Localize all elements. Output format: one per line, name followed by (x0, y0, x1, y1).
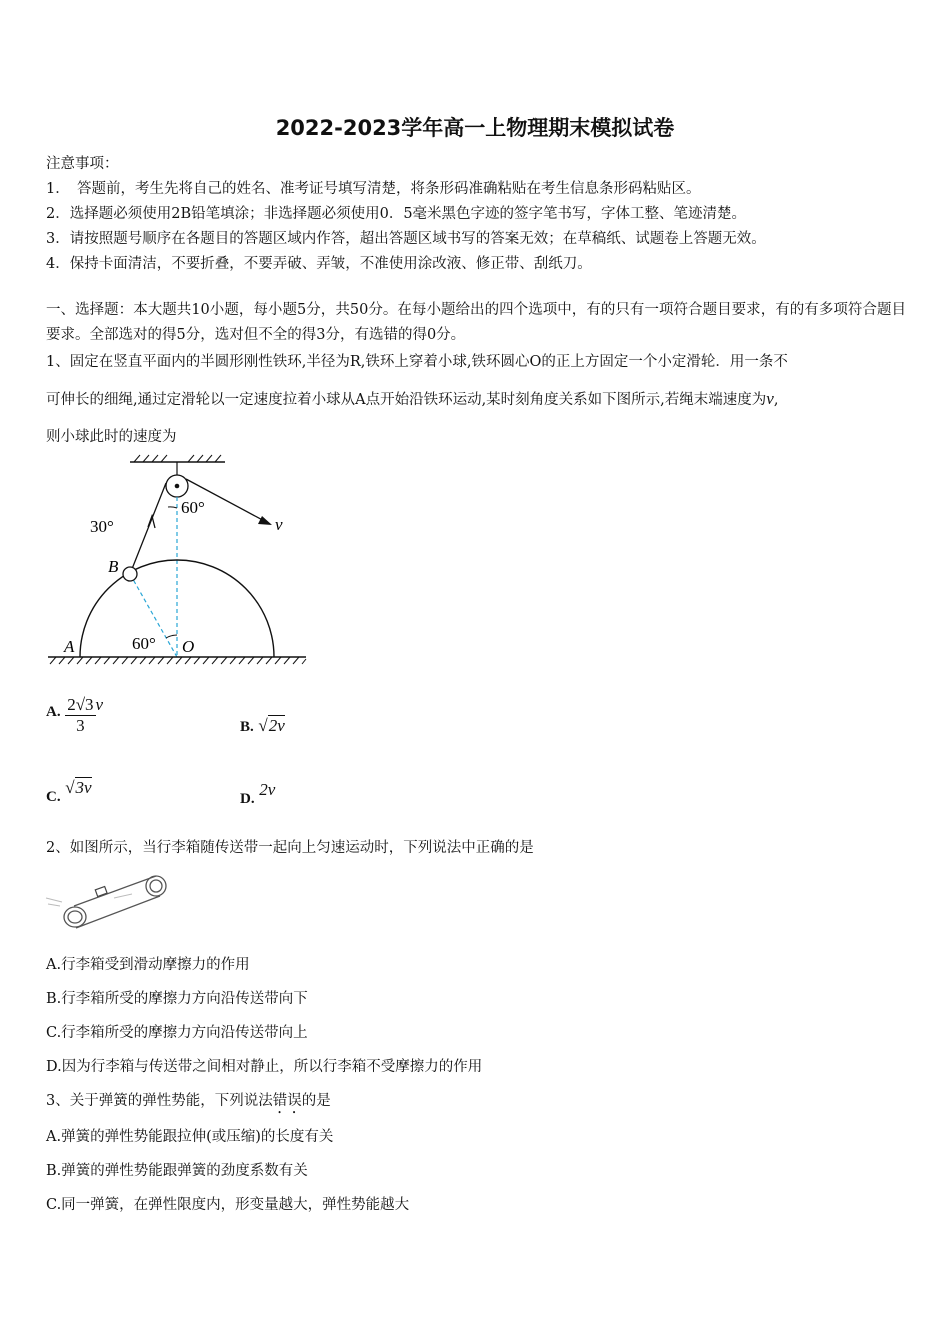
q3-stem-before: 3、关于弹簧的弹性势能，下列说法 (46, 1093, 273, 1109)
q2-stem: 2、如图所示，当行李箱随传送带一起向上匀速运动时，下列说法中正确的是 (46, 840, 534, 856)
q1-option-d-expr: 2v (259, 780, 276, 799)
q1-stem-var: v (766, 389, 774, 408)
rope-left (130, 483, 166, 574)
q1-stem-line2 (46, 388, 778, 409)
label-angle-60-bottom: 60° (132, 634, 156, 653)
q1-stem-line2-text: 可伸长的细绳,通过定滑轮以一定速度拉着小球从A点开始沿铁环运动,某时刻角度关系如下图所示,若绳末端速度为 (46, 392, 767, 408)
label-v: v (275, 515, 283, 534)
q2-option-c[interactable]: C.行李箱所受的摩擦力方向沿传送带向上 (46, 1025, 308, 1041)
q1-stem-comma: , (773, 392, 779, 408)
ceiling-hatch (134, 455, 221, 462)
notice-heading: 注意事项： (46, 156, 119, 172)
q2-option-a[interactable]: A.行李箱受到滑动摩擦力的作用 (46, 957, 250, 973)
q3-stem (46, 1089, 331, 1117)
q1-option-a-fraction (65, 695, 95, 736)
ball-b (123, 567, 137, 581)
notice-item-3: 3．请按照题号顺序在各题目的答题区域内作答，超出答题区域书写的答案无效；在草稿纸、试题卷上答题无效。 (46, 231, 766, 247)
q2-option-b[interactable]: B.行李箱所受的摩擦力方向沿传送带向下 (46, 991, 308, 1007)
q1-option-d[interactable] (240, 780, 276, 807)
q1-option-c[interactable]: C. √3v (46, 778, 92, 805)
q1-option-b-expr: 2v (268, 716, 285, 735)
notice-item-2: 2．选择题必须使用2B铅笔填涂；非选择题必须使用0．5毫米黑色字迹的签字笔书写，字体工整、笔迹清楚。 (46, 206, 747, 222)
q1-option-c-expr: 3v (75, 778, 92, 797)
q3-stem-after: 的是 (301, 1093, 331, 1109)
angle-arc-bottom (166, 635, 177, 638)
ground-hatch (50, 657, 306, 664)
q1-figure (40, 450, 320, 675)
q1-option-a[interactable] (46, 695, 103, 736)
q1-option-a-denominator: 3 (76, 716, 85, 735)
q3-stem-emphasis: 错误 (272, 1093, 302, 1109)
q3-option-a[interactable]: A.弹簧的弹性势能跟拉伸(或压缩)的长度有关 (46, 1129, 334, 1145)
q1-option-b-letter: B. (240, 719, 254, 735)
q1-stem-line3: 则小球此时的速度为 (46, 429, 177, 445)
conveyor-belt (64, 876, 166, 928)
label-o: O (182, 637, 195, 656)
q1-option-a-letter: A. (46, 703, 61, 720)
notice-item-4: 4．保持卡面清洁，不要折叠，不要弄破、弄皱，不准使用涂改液、修正带、刮纸刀。 (46, 256, 592, 272)
label-angle-30: 30° (90, 517, 114, 536)
page-title: 2022-2023学年高一上物理期末模拟试卷 (275, 116, 675, 140)
section-intro: 一、选择题：本大题共10小题，每小题5分，共50分。在每小题给出的四个选项中，有的只有一项符合题目要求，有的有多项符合题目要求。全部选对的得5分，选对但不全的得3分，有选错的得0分。 (46, 302, 906, 343)
q1-option-a-var: v (95, 694, 104, 714)
q2-figure (44, 868, 174, 938)
q3-option-c[interactable]: C.同一弹簧，在弹性限度内，形变量越大，弹性势能越大 (46, 1197, 410, 1213)
q2-option-d[interactable]: D.因为行李箱与传送带之间相对静止，所以行李箱不受摩擦力的作用 (46, 1059, 483, 1075)
rope-right-arrow (258, 516, 272, 525)
angle-arc-top (168, 507, 177, 508)
q1-option-c-letter: C. (46, 789, 61, 805)
q1-option-d-letter: D. (240, 791, 255, 807)
q3-option-b[interactable]: B.弹簧的弹性势能跟弹簧的劲度系数有关 (46, 1163, 308, 1179)
label-b: B (108, 557, 119, 576)
q1-stem-line1: 1、固定在竖直平面内的半圆形刚性铁环,半径为R,铁环上穿着小球,铁环圆心O的正上方固定一个小定滑轮．用一条不 (46, 354, 788, 370)
label-a: A (64, 637, 75, 656)
q1-option-a-numerator: 2√3 (67, 695, 94, 714)
pulley-axle (175, 484, 180, 489)
q1-option-b[interactable]: B. √2v (240, 716, 285, 735)
label-angle-60-top: 60° (181, 498, 205, 517)
notice-item-1: 1． 答题前，考生先将自己的姓名、准考证号填写清楚，将条形码准确粘贴在考生信息条形码粘贴区。 (46, 181, 701, 197)
